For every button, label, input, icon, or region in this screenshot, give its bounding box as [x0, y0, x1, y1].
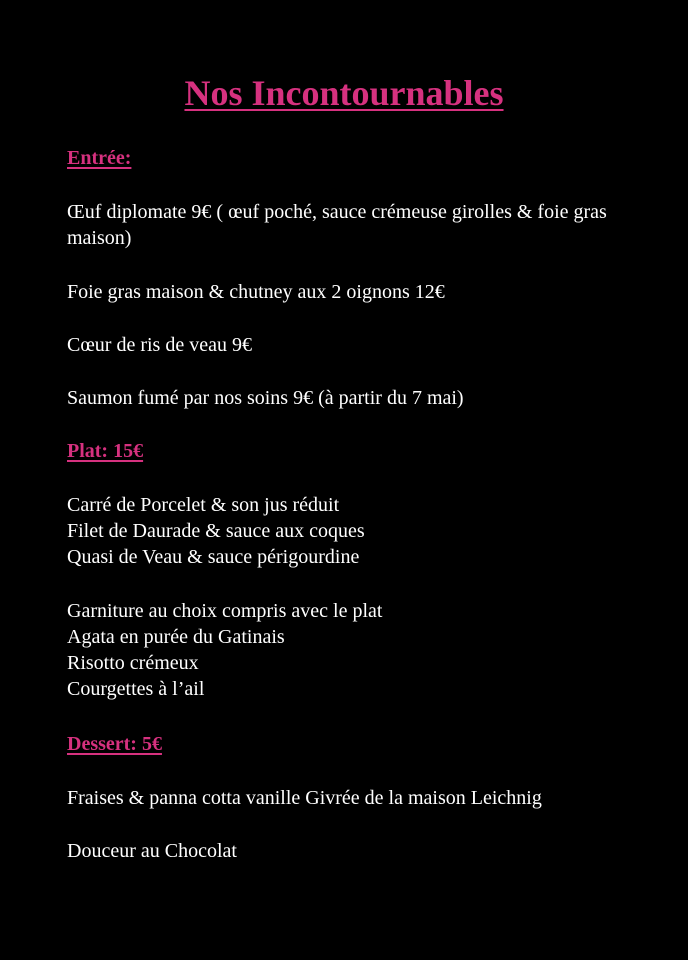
entree-heading: Entrée: — [67, 147, 132, 169]
dessert-item: Douceur au Chocolat — [67, 840, 237, 862]
dessert-item: Fraises & panna cotta vanille Givrée de la maison Leichnig — [67, 787, 542, 809]
garniture-item: Risotto crémeux — [67, 652, 199, 674]
entree-item: Saumon fumé par nos soins 9€ (à partir du 7 mai) — [67, 387, 464, 409]
plat-item: Quasi de Veau & sauce périgourdine — [67, 546, 360, 568]
plat-item: Filet de Daurade & sauce aux coques — [67, 520, 365, 542]
dessert-heading: Dessert: 5€ — [67, 733, 162, 755]
plat-heading: Plat: 15€ — [67, 440, 144, 462]
entree-item: Cœur de ris de veau 9€ — [67, 334, 252, 356]
menu-title: Nos Incontournables — [184, 73, 504, 113]
entree-item: Œuf diplomate 9€ ( œuf poché, sauce crémeuse girolles & foie gras maison) — [67, 201, 607, 249]
garniture-item: Garniture au choix compris avec le plat — [67, 600, 383, 622]
garniture-item: Agata en purée du Gatinais — [67, 626, 285, 648]
plat-item: Carré de Porcelet & son jus réduit — [67, 494, 340, 516]
garniture-item: Courgettes à l’ail — [67, 678, 205, 700]
entree-item: Foie gras maison & chutney aux 2 oignons 12€ — [67, 281, 445, 303]
